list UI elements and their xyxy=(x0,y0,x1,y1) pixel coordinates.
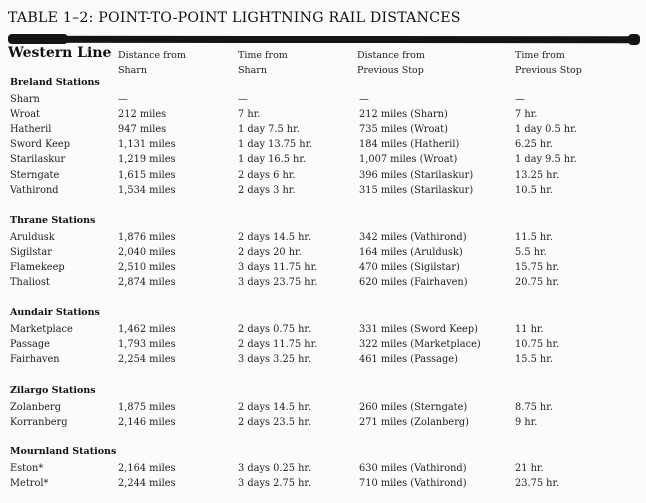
time-from-previous: 15.5 hr. xyxy=(515,354,553,366)
distance-from-sharn: 2,254 miles xyxy=(118,354,176,366)
header-distance-from-previous xyxy=(357,48,425,78)
distance-from-sharn: 1,615 miles xyxy=(118,169,176,181)
time-from-sharn: 2 days 0.75 hr. xyxy=(238,324,312,335)
time-from-previous: 9 hr. xyxy=(515,417,538,429)
time-from-previous: 10.75 hr. xyxy=(515,339,560,351)
title-rule-start xyxy=(8,34,68,44)
time-from-previous: 15.75 hr. xyxy=(515,262,560,274)
station-name: Sword Keep xyxy=(10,139,70,151)
section-title: Aundair Stations xyxy=(10,307,100,318)
table-row xyxy=(0,245,646,260)
section-title: Zilargo Stations xyxy=(10,385,96,396)
time-from-sharn: 1 day 16.5 hr. xyxy=(238,154,307,166)
header-distance-from-sharn xyxy=(118,48,186,78)
station-name: Eston* xyxy=(10,463,44,474)
table-row xyxy=(0,137,646,152)
section-title: Mournland Stations xyxy=(10,446,117,457)
distance-from-sharn: 2,244 miles xyxy=(118,478,176,490)
distance-from-sharn: 1,875 miles xyxy=(118,402,176,413)
time-from-previous: — xyxy=(515,94,525,105)
time-from-sharn: 2 days 14.5 hr. xyxy=(238,232,312,243)
time-from-previous: 1 day 9.5 hr. xyxy=(515,154,577,166)
time-from-previous: 23.75 hr. xyxy=(515,478,560,490)
table-row xyxy=(0,461,646,476)
distance-from-sharn: 947 miles xyxy=(118,124,167,136)
time-from-sharn: 3 days 0.25 hr. xyxy=(238,463,312,474)
time-from-previous: 11.5 hr. xyxy=(515,232,553,243)
station-name: Sterngate xyxy=(10,169,60,181)
table-row xyxy=(0,122,646,137)
distance-from-sharn: 1,131 miles xyxy=(118,139,176,151)
table-row xyxy=(0,275,646,290)
distance-from-previous: 331 miles (Sword Keep) xyxy=(359,324,478,335)
header-time-from-sharn xyxy=(238,48,288,78)
distance-from-previous: 620 miles (Fairhaven) xyxy=(359,277,468,289)
header-line1: Distance from xyxy=(357,50,425,61)
time-from-sharn: 1 day 13.75 hr. xyxy=(238,139,313,151)
distance-from-sharn: 2,040 miles xyxy=(118,247,176,259)
time-from-sharn: 2 days 23.5 hr. xyxy=(238,417,312,429)
time-from-previous: 1 day 0.5 hr. xyxy=(515,124,577,136)
table-row xyxy=(0,168,646,183)
table-row xyxy=(0,415,646,430)
station-name: Hatheril xyxy=(10,124,52,136)
station-name: Vathirond xyxy=(10,184,59,196)
table-row xyxy=(0,183,646,198)
time-from-previous: 20.75 hr. xyxy=(515,277,560,289)
distance-from-sharn: — xyxy=(118,94,128,105)
time-from-sharn: 7 hr. xyxy=(238,109,261,121)
time-from-sharn: 2 days 6 hr. xyxy=(238,169,296,181)
title-rule-end xyxy=(628,34,640,45)
station-name: Starilaskur xyxy=(10,154,66,166)
distance-from-sharn: 1,793 miles xyxy=(118,339,176,351)
station-name: Fairhaven xyxy=(10,354,60,366)
distance-from-sharn: 2,164 miles xyxy=(118,463,176,474)
distance-from-previous: 470 miles (Sigilstar) xyxy=(359,262,460,274)
distance-from-previous: 271 miles (Zolanberg) xyxy=(359,417,469,429)
station-name: Aruldusk xyxy=(10,232,55,243)
header-line2: Sharn xyxy=(118,65,147,76)
time-from-sharn: 3 days 3.25 hr. xyxy=(238,354,312,366)
table-row xyxy=(0,352,646,367)
table-title: TABLE 1–2: POINT-TO-POINT LIGHTNING RAIL DISTANCES xyxy=(8,10,461,26)
section-title: Thrane Stations xyxy=(10,215,96,226)
header-line2: Sharn xyxy=(238,65,267,76)
header-line1: Time from xyxy=(238,50,288,61)
distance-from-previous: 461 miles (Passage) xyxy=(359,354,458,366)
distance-from-previous: 1,007 miles (Wroat) xyxy=(359,154,458,166)
time-from-sharn: 3 days 11.75 hr. xyxy=(238,262,318,274)
station-name: Sigilstar xyxy=(10,247,52,259)
time-from-previous: 5.5 hr. xyxy=(515,247,547,259)
table-row xyxy=(0,260,646,275)
header-line2: Previous Stop xyxy=(515,65,582,76)
station-name: Flamekeep xyxy=(10,262,65,274)
time-from-previous: 10.5 hr. xyxy=(515,184,553,196)
distance-from-previous: 315 miles (Starilaskur) xyxy=(359,184,474,196)
table-row xyxy=(0,92,646,107)
header-line1: Time from xyxy=(515,50,565,61)
time-from-sharn: 2 days 14.5 hr. xyxy=(238,402,312,413)
time-from-previous: 8.75 hr. xyxy=(515,402,553,413)
distance-from-previous: 212 miles (Sharn) xyxy=(359,109,448,121)
distance-from-previous: 260 miles (Sterngate) xyxy=(359,402,468,413)
station-name: Zolanberg xyxy=(10,402,62,413)
table-row xyxy=(0,230,646,245)
time-from-sharn: 2 days 3 hr. xyxy=(238,184,296,196)
table-row xyxy=(0,476,646,491)
table-row xyxy=(0,322,646,337)
distance-from-sharn: 2,874 miles xyxy=(118,277,176,289)
distance-from-previous: 164 miles (Aruldusk) xyxy=(359,247,463,259)
time-from-previous: 11 hr. xyxy=(515,324,544,335)
time-from-previous: 7 hr. xyxy=(515,109,538,121)
time-from-sharn: 3 days 23.75 hr. xyxy=(238,277,318,289)
distance-from-sharn: 212 miles xyxy=(118,109,167,121)
title-rule xyxy=(8,36,638,44)
table-row xyxy=(0,400,646,415)
table-row xyxy=(0,337,646,352)
time-from-sharn: 3 days 2.75 hr. xyxy=(238,478,312,490)
station-name: Sharn xyxy=(10,94,40,105)
time-from-sharn: 2 days 20 hr. xyxy=(238,247,302,259)
time-from-sharn: 1 day 7.5 hr. xyxy=(238,124,300,136)
distance-from-sharn: 1,534 miles xyxy=(118,184,176,196)
station-name: Metrol* xyxy=(10,478,49,490)
time-from-previous: 6.25 hr. xyxy=(515,139,553,151)
time-from-sharn: 2 days 11.75 hr. xyxy=(238,339,318,351)
line-name: Western Line xyxy=(8,45,112,61)
station-name: Marketplace xyxy=(10,324,73,335)
station-name: Thaliost xyxy=(10,277,50,289)
station-name: Wroat xyxy=(10,109,40,121)
distance-from-sharn: 1,219 miles xyxy=(118,154,176,166)
distance-from-sharn: 2,510 miles xyxy=(118,262,176,274)
distance-from-previous: 396 miles (Starilaskur) xyxy=(359,169,474,181)
distance-from-sharn: 2,146 miles xyxy=(118,417,176,429)
distance-from-previous: 630 miles (Vathirond) xyxy=(359,463,467,474)
time-from-previous: 21 hr. xyxy=(515,463,544,474)
time-from-sharn: — xyxy=(238,94,248,105)
section-title: Breland Stations xyxy=(10,77,100,88)
header-line1: Distance from xyxy=(118,50,186,61)
station-name: Korranberg xyxy=(10,417,68,429)
table-row xyxy=(0,107,646,122)
distance-from-previous: 184 miles (Hatheril) xyxy=(359,139,460,151)
header-line2: Previous Stop xyxy=(357,65,424,76)
time-from-previous: 13.25 hr. xyxy=(515,169,560,181)
header-time-from-previous xyxy=(515,48,582,78)
distance-from-previous: 322 miles (Marketplace) xyxy=(359,339,481,351)
distance-from-sharn: 1,462 miles xyxy=(118,324,176,335)
distance-from-previous: 342 miles (Vathirond) xyxy=(359,232,467,243)
distance-from-previous: — xyxy=(359,94,369,105)
station-name: Passage xyxy=(10,339,50,351)
table-row xyxy=(0,152,646,167)
distance-from-previous: 710 miles (Vathirond) xyxy=(359,478,467,490)
distance-from-sharn: 1,876 miles xyxy=(118,232,176,243)
distance-from-previous: 735 miles (Wroat) xyxy=(359,124,448,136)
